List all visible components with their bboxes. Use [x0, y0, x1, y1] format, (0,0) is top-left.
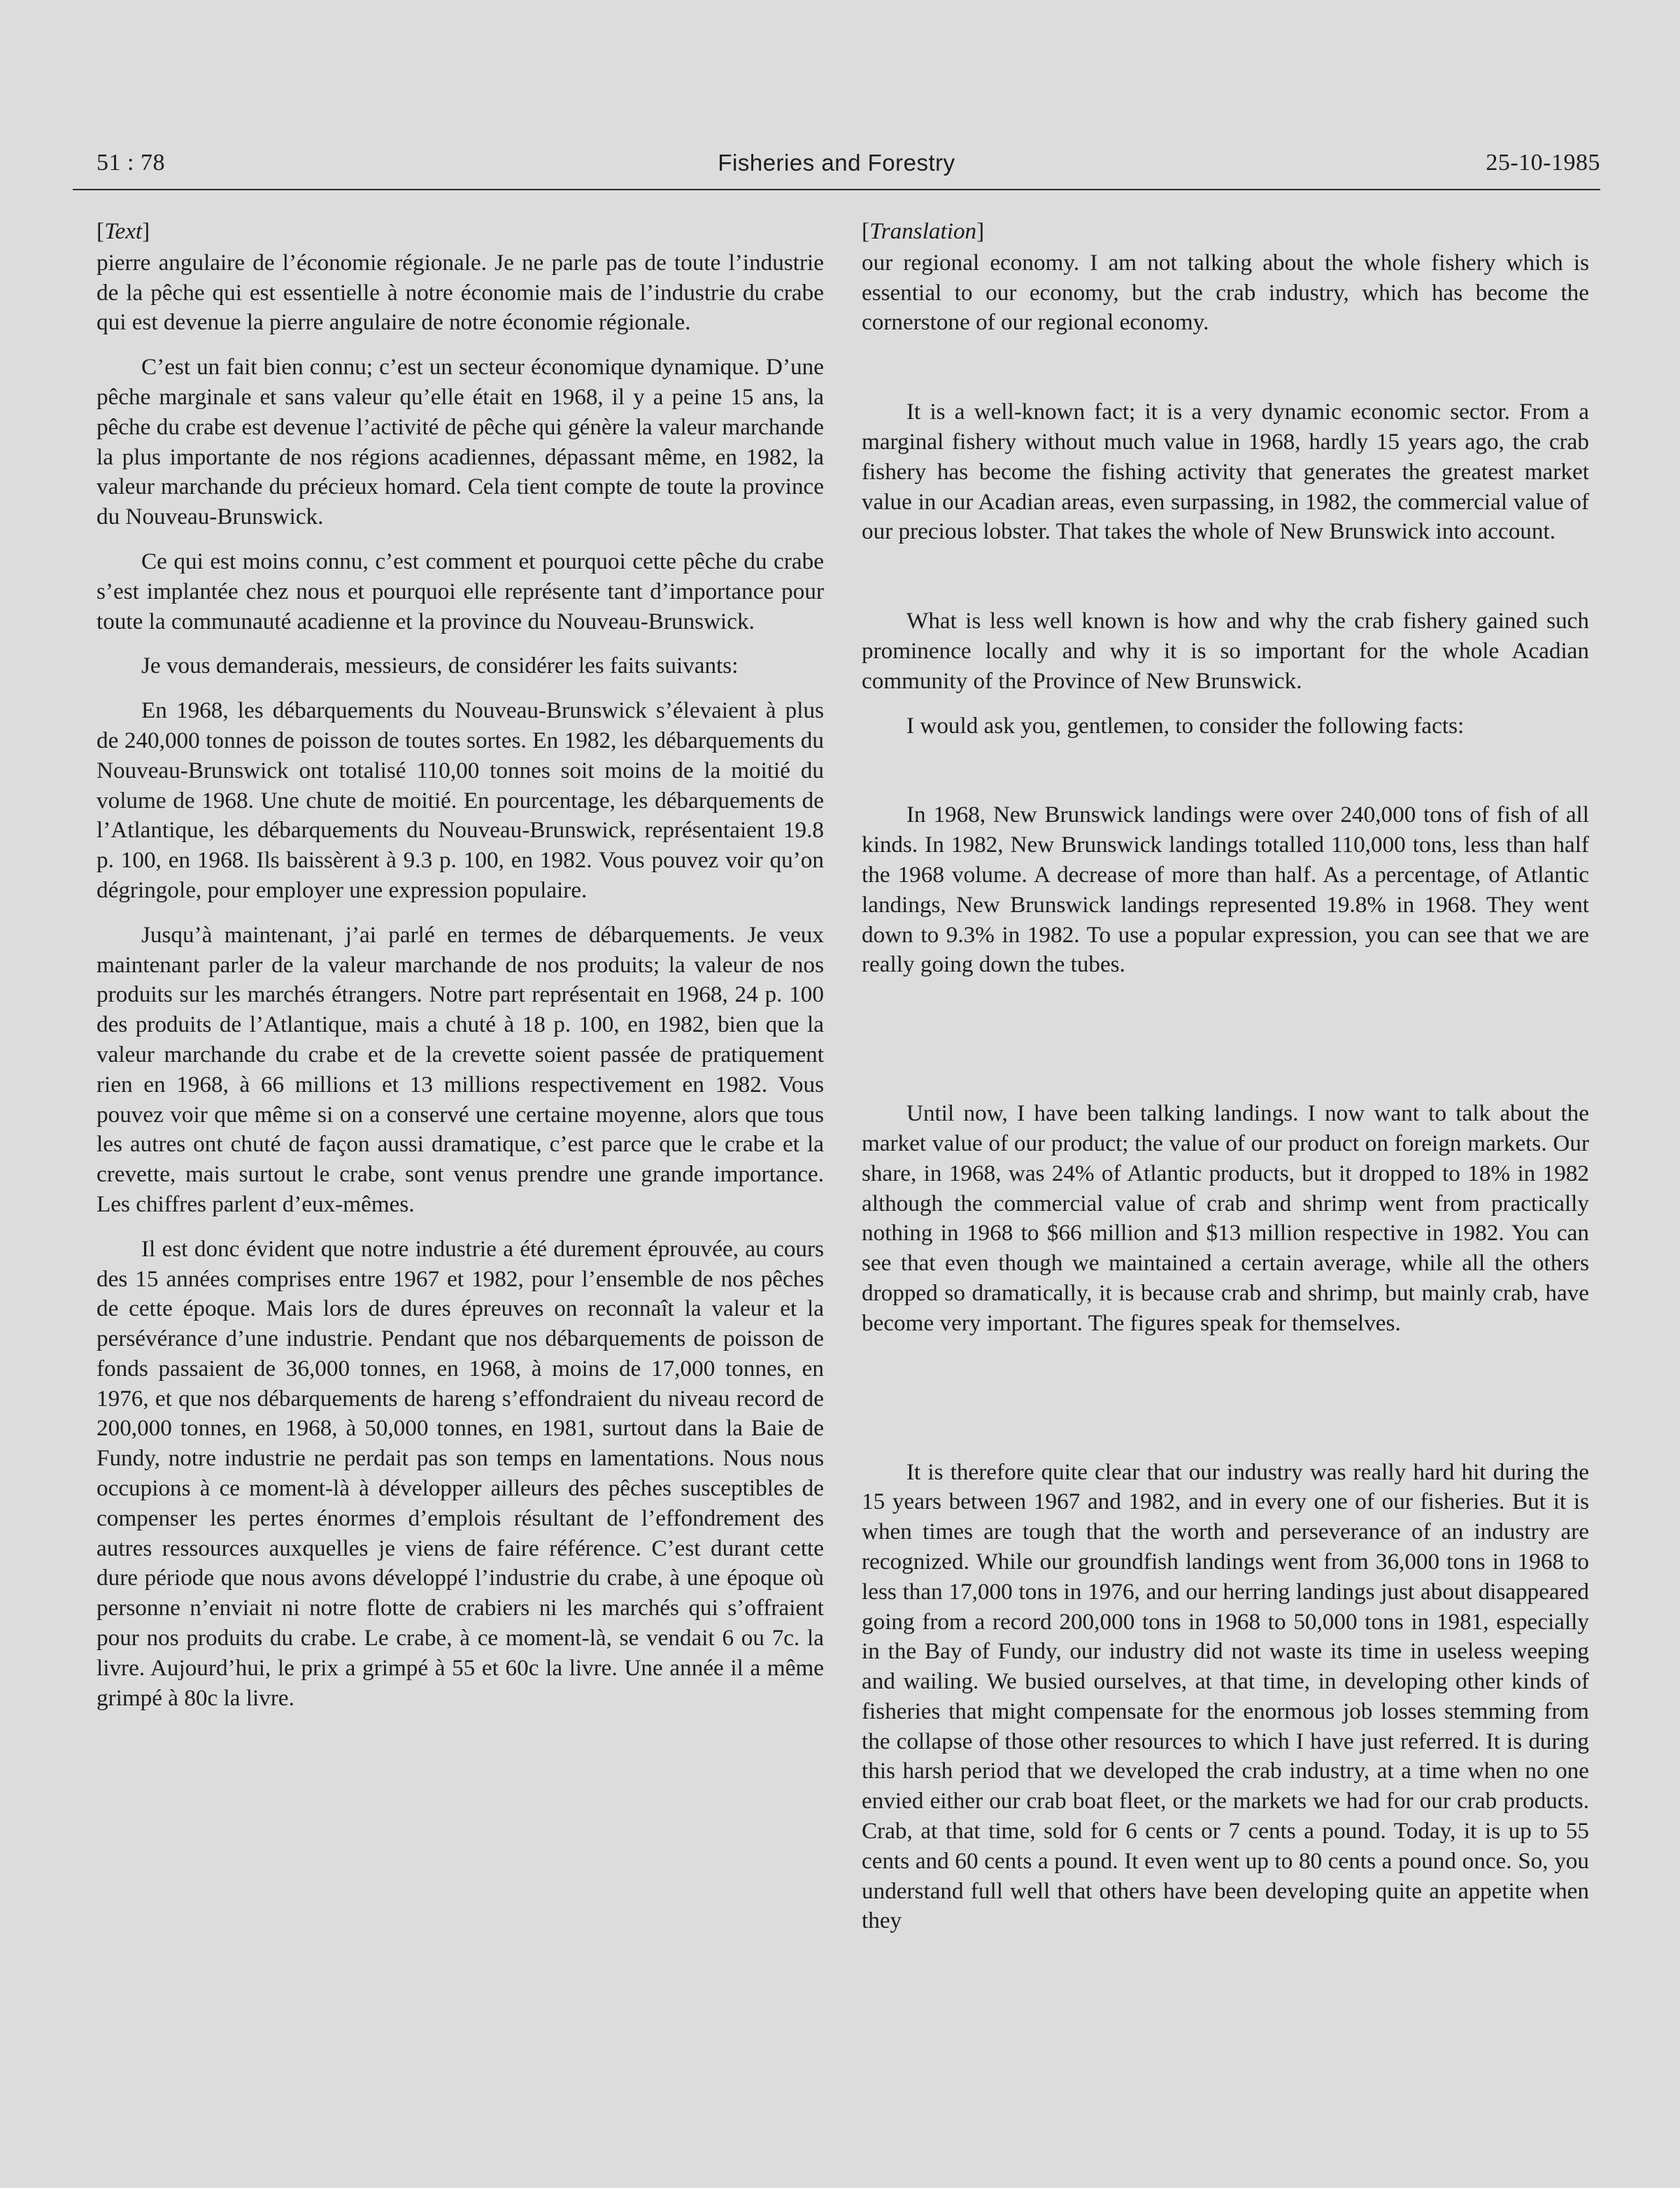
paragraph: pierre angulaire de l’économie régionale. Je ne parle pas de toute l’industrie de la pêche qui est essentielle à notre économie mais de l’industrie du crabe qui est devenue la pierre angulaire de notre économie régionale. — [97, 249, 824, 336]
page-header — [73, 148, 1600, 190]
paragraph: It is a well-known fact; it is a very dynamic economic sector. From a marginal fishery without much value in 1968, hardly 15 years ago, the crab fishery has become the fishing activity that generates the greatest market value in our Acadian areas, even surpassing, in 1982, the commercial value of our precious lobster. That takes the whole of New Brunswick into account. — [862, 399, 1589, 545]
page-number: 51 : 78 — [97, 150, 165, 176]
page-date: 25-10-1985 — [1486, 150, 1600, 176]
column-label-translation-word: Translation — [869, 218, 977, 244]
column-label-text: [Text] — [97, 218, 150, 244]
paragraph: En 1968, les débarquements du Nouveau-Brunswick s’élevaient à plus de 240,000 tonnes de poisson de toutes sortes. En 1982, les débarquements du Nouveau-Brunswick ont totalisé 110,00 tonnes soit moins de la moitié du volume de 1968. Une chute de moitié. En pourcentage, les débarquements de l’Atlantique, les débarquements du Nouveau-Brunswick, représentaient 19.8 p. 100, en 1968. Ils baissèrent à 9.3 p. 100, en 1982. Vous pouvez voir qu’on dégringole, pour employer une expression populaire. — [97, 697, 824, 903]
paragraph: Ce qui est moins connu, c’est comment et pourquoi cette pêche du crabe s’est implantée chez nous et pourquoi elle représente tant d’importance pour toute la communauté acadienne et la province du Nouveau-Brunswick. — [97, 548, 824, 634]
paragraph: Il est donc évident que notre industrie a été durement éprouvée, au cours des 15 années comprises entre 1967 et 1982, pour l’ensemble de nos pêches de cette époque. Mais lors de dures épreuves on reconnaît la valeur et la persévérance d’une industrie. Pendant que nos débarquements de poisson de fonds passaient de 36,000 tonnes, en 1968, à moins de 17,000 tonnes, en 1976, et que nos débarquements de hareng s’effondraient du niveau record de 200,000 tonnes, en 1968, à 50,000 tonnes, en 1981, surtout dans la Baie de Fundy, notre industrie ne perdait pas son temps en lamentations. Nous nous occupions à ce moment-là à développer ailleurs des pêches susceptibles de compenser les pertes énormes d’emplois résultant de l’effondrement des autres ressources auxquelles je viens de faire référence. C’est durant cette dure période que nous avons développé l’industrie du crabe, à une époque où personne n’enviait ni notre flotte de crabiers ni les marchés qui s’offraient pour nos produits du crabe. Le crabe, à ce moment-là, se vendait 6 ou 7c. la livre. Aujourd’hui, le prix a grimpé à 55 et 60c la livre. Une année il a même grimpé à 80c la livre. — [97, 1235, 824, 1711]
paragraph: C’est un fait bien connu; c’est un secteur économique dynamique. D’une pêche marginale et sans valeur qu’elle était en 1968, il y a peine 15 ans, la pêche du crabe est devenue l’activité de pêche qui génère la valeur marchande la plus importante de nos régions acadiennes, dépassant même, en 1982, la valeur marchande du précieux homard. Cela tient compte de toute la province du Nouveau-Brunswick. — [97, 354, 824, 530]
paragraph: Je vous demanderais, messieurs, de considérer les faits suivants: — [141, 653, 739, 679]
column-label-translation: [Translation] — [862, 218, 985, 244]
french-text-column — [97, 217, 824, 1728]
paragraph: It is therefore quite clear that our industry was really hard hit during the 15 years between 1967 and 1982, and in every one of our fisheries. But it is when times are tough that the worth and perseverance of an industry are recognized. While our groundfish landings went from 36,000 tons in 1968 to less than 17,000 tons in 1976, and our herring landings just about disappeared going from a record 200,000 tons in 1968 to 50,000 tons in 1981, especially in the Bay of Fundy, our industry did not waste its time in useless weeping and wailing. We busied ourselves, at that time, in developing other kinds of fisheries that might compensate for the enormous job losses stemming from the collapse of those other resources to which I have just referred. It is during this harsh period that we developed the crab industry, at a time when no one envied either our crab boat fleet, or the markets we had for our crab products. Crab, at that time, sold for 6 cents or 7 cents a pound. Today, it is up to 55 cents and 60 cents a pound. It even went up to 80 cents a pound once. So, you understand full well that others have been developing quite an appetite when they — [862, 1458, 1589, 1934]
paragraph: Jusqu’à maintenant, j’ai parlé en termes de débarquements. Je veux maintenant parler de la valeur marchande de nos produits; la valeur de nos produits sur les marchés étrangers. Notre part représentait en 1968, 24 p. 100 des produits de l’Atlantique, mais a chuté à 18 p. 100, en 1982, bien que la valeur marchande du crabe et de la crevette soient passée de pratiquement rien en 1968, à 66 millions et 13 millions respectivement en 1982. Vous pouvez voir que même si on a conservé une certaine moyenne, alors que tous les autres ont chuté de façon aussi dramatique, c’est parce que le crabe et la crevette, mais surtout le crabe, sont venus prendre une grande importance. Les chiffres parlent d’eux-mêmes. — [97, 921, 824, 1217]
publication-title: Fisheries and Forestry — [718, 150, 955, 176]
paragraph: What is less well known is how and why the crab fishery gained such prominence locally and why it is so important for the whole Acadian community of the Province of New Brunswick. — [862, 608, 1589, 694]
paragraph: our regional economy. I am not talking about the whole fishery which is essential to our economy, but the crab industry, which has become the cornerstone of our regional economy. — [862, 249, 1589, 336]
paragraph: In 1968, New Brunswick landings were over 240,000 tons of fish of all kinds. In 1982, New Brunswick landings totalled 110,000 tons, less than half the 1968 volume. A decrease of more than half. As a percentage, of Atlantic landings, New Brunswick landings represented 19.8% in 1968. They went down to 9.3% in 1982. To use a popular expression, you can see that we are really going down the tubes. — [862, 802, 1589, 978]
column-label-text-word: Text — [104, 218, 143, 244]
paragraph: I would ask you, gentlemen, to consider the following facts: — [906, 712, 1465, 739]
paragraph: Until now, I have been talking landings. I now want to talk about the market value of our product; the value of our product on foreign markets. Our share, in 1968, was 24% of Atlantic products, but it dropped to 18% in 1982 although the commercial value of crab and shrimp went from practically nothing in 1968 to $66 million and $13 million respective in 1982. You can see that even though we maintained a certain average, while all the others dropped so dramatically, it is because crab and shrimp, but mainly crab, have become very important. The figures speak for themselves. — [862, 1100, 1589, 1336]
english-translation-column — [862, 217, 1589, 1936]
